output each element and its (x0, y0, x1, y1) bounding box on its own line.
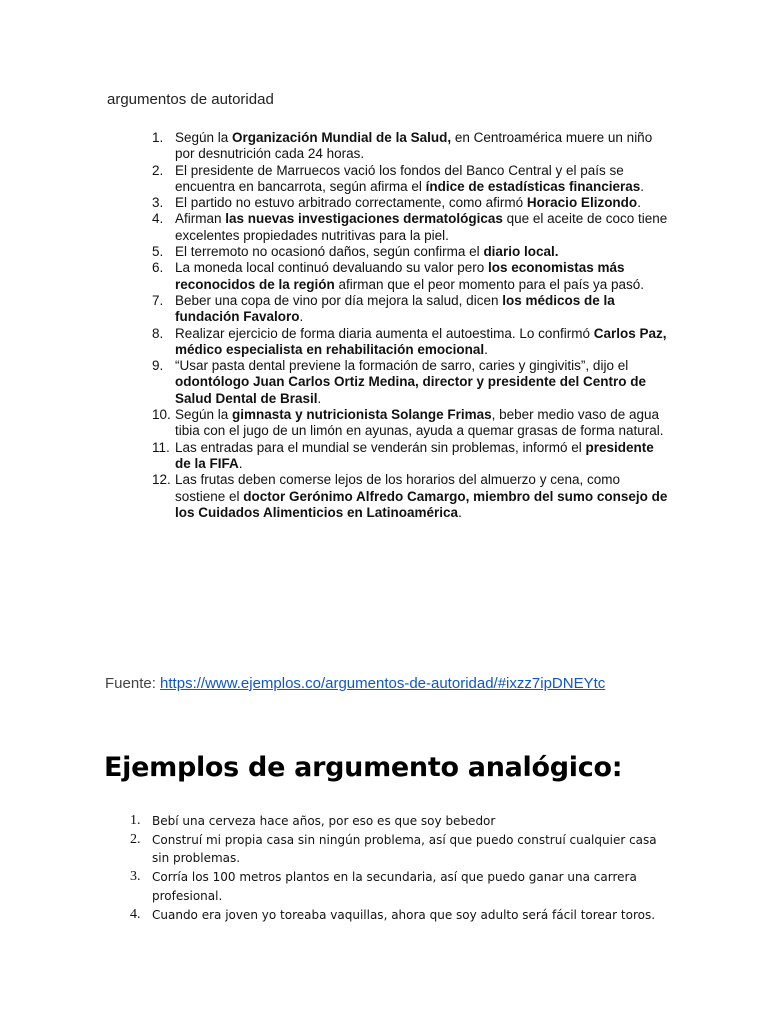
list-item (0, 472, 768, 521)
list-item (0, 130, 768, 163)
list-item-emphasis: presidente de la FIFA (175, 439, 654, 471)
list-item-text: Construí mi propia casa sin ningún problema, así que puedo construí cualquier casa sin problemas. (152, 832, 657, 866)
list-item-number: 5. (152, 244, 164, 260)
source-line (105, 675, 605, 692)
list-item (0, 812, 768, 831)
list-item-text: “Usar pasta dental previene la formación de sarro, caries y gingivitis”, dijo el (175, 358, 629, 374)
list-item-text: . (640, 178, 645, 194)
list-item-number: 4. (130, 906, 141, 922)
list-item (0, 326, 768, 359)
list-item-emphasis: Horacio Elizondo (526, 195, 638, 211)
list-item-text: La moneda local continuó devaluando su valor pero (175, 260, 488, 276)
list-item-emphasis: los economistas más reconocidos de la región (175, 260, 625, 292)
list-item (0, 244, 768, 260)
list-item-text: Según la (175, 130, 233, 145)
list-item-text: El presidente de Marruecos vació los fondos del Banco Central y el país se encuentra en bancarrota, según afirma el (175, 162, 624, 194)
list-item-number: 12. (152, 472, 171, 488)
list-item-number: 2. (130, 831, 141, 847)
list-item-number: 7. (152, 292, 164, 308)
list-item-text: Según la (175, 407, 233, 423)
list-item (0, 407, 768, 440)
list-item-text: . (484, 341, 488, 357)
list-item-number: 2. (152, 162, 164, 178)
list-item-number: 8. (152, 325, 164, 341)
list-item-text: . (299, 309, 304, 325)
list-item-text: Corría los 100 metros plantos en la secundaria, así que puedo ganar una carrera profesional. (152, 870, 637, 903)
list-item-number: 9. (152, 358, 164, 374)
list-item-text: que el aceite de coco tiene excelentes propiedades nutritivas para la piel. (175, 211, 668, 243)
list-item-emphasis: Carlos Paz, médico especialista en rehabilitación emocional (175, 325, 667, 357)
list-item-number: 10. (152, 407, 171, 423)
section-title: argumentos de autoridad (107, 91, 274, 108)
source-link[interactable]: https://www.ejemplos.co/argumentos-de-autoridad/#ixzz7ipDNEYtc (160, 675, 606, 692)
list-item-text: El terremoto no ocasionó daños, según confirma el (175, 244, 484, 260)
authority-examples-list (0, 130, 768, 521)
list-item-emphasis: gimnasta y nutricionista Solange Frimas (232, 407, 492, 423)
analog-examples-title: Ejemplos de argumento analógico: (104, 752, 623, 783)
list-item-text: Beber una copa de vino por día mejora la salud, dicen (175, 292, 503, 308)
list-item-number: 4. (152, 211, 164, 227)
list-item-emphasis: los médicos de la fundación Favaloro (175, 292, 615, 325)
list-item-number: 3. (130, 869, 141, 885)
list-item (0, 906, 768, 925)
list-item-emphasis: índice de estadísticas financieras (425, 178, 641, 194)
list-item (0, 831, 768, 868)
list-item-text: , beber medio vaso de agua tibia con el jugo de un limón en ayunas, ayuda a quemar grasas de forma natural. (175, 407, 664, 439)
list-item-text: Cuando era joven yo toreaba vaquillas, ahora que soy adulto será fácil torear toros. (152, 907, 656, 922)
list-item-number: 1. (152, 130, 164, 145)
list-item-text: Afirman (175, 211, 226, 227)
list-item (0, 195, 768, 211)
list-item (0, 440, 768, 473)
list-item-text: afirman que el peor momento para el país ya pasó. (334, 276, 644, 292)
list-item-emphasis: doctor Gerónimo Alfredo Camargo, miembro del sumo consejo de los Cuidados Alimenticios en Latinoamérica (175, 488, 668, 520)
list-item (0, 293, 768, 326)
list-item (0, 358, 768, 407)
list-item-text: Las frutas deben comerse lejos de los horarios del almuerzo y cena, como sostiene el (175, 472, 620, 504)
list-item-text: . (637, 195, 641, 211)
list-item-text: . (238, 455, 243, 471)
list-item (0, 211, 768, 244)
list-item-number: 1. (130, 813, 141, 828)
list-item-number: 11. (152, 439, 170, 455)
list-item (0, 163, 768, 196)
list-item-number: 6. (152, 260, 164, 276)
list-item-text: . (458, 504, 462, 520)
list-item-emphasis: las nuevas investigaciones dermatológicas (225, 211, 503, 227)
list-item (0, 260, 768, 293)
list-item-text: Bebí una cerveza hace años, por eso es que soy bebedor (152, 814, 496, 828)
list-item-number: 3. (152, 195, 164, 211)
list-item-emphasis: Organización Mundial de la Salud, (232, 130, 452, 145)
list-item-emphasis: diario local. (483, 244, 559, 260)
list-item-text: El partido no estuvo arbitrado correctamente, como afirmó (175, 195, 527, 211)
source-label: Fuente: (105, 675, 161, 692)
list-item (0, 868, 768, 905)
list-item-text: . (317, 390, 322, 406)
list-item-text: Las entradas para el mundial se venderán sin problemas, informó el (175, 439, 586, 455)
list-item-emphasis: odontólogo Juan Carlos Ortiz Medina, director y presidente del Centro de Salud Dental de Brasil (175, 374, 647, 406)
list-item-text: en Centroamérica muere un niño por desnutrición cada 24 horas. (175, 130, 653, 162)
analog-examples-list (0, 812, 768, 924)
list-item-text: Realizar ejercicio de forma diaria aumenta el autoestima. Lo confirmó (175, 325, 594, 341)
